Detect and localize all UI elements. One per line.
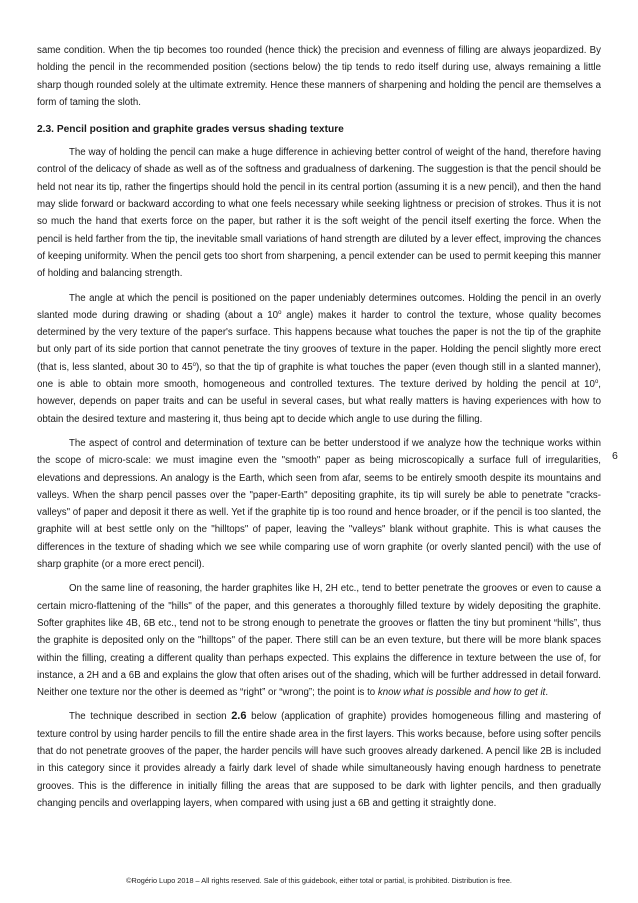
emphasis-text: know what is possible and how to get it (377, 687, 546, 699)
text-segment: ), so that the tip of graphite is what touches the paper (even though still in a slanted manner), one is able to obtain more smooth, homogeneous and controlled textures. The texture derived by holding the pencil at 10 (37, 361, 601, 391)
text-segment: The technique described in section (69, 711, 232, 723)
paragraph-technique (37, 708, 601, 812)
copyright-footer: ©Rogério Lupo 2018 – All rights reserved. Sale of this guidebook, either total or partial, is prohibited. Distribution is free. (126, 876, 512, 885)
text-segment: below (application of graphite) provides homogeneous filling and mastering of texture control by using harder pencils to fill the entire shade area in the first layers. This works because, before using softer pencils that do not penetrate grooves of the paper, the harder pencils will have such grooves already darkened. A pencil like 2B is included in this category since it provides already a fairly dark level of shade while simultaneously having enough hardness to penetrate grooves. This is the difference in initially filling the areas that are supposed to be dark with lighter pencils, and then gradually changing pencils and overlapping layers, when compared with using just a 6B and getting it straightly done. (37, 711, 601, 809)
degree-symbol: o (278, 309, 282, 316)
section-reference-link[interactable]: 2.6 (231, 710, 247, 723)
text-segment: The angle at which the pencil is positioned on the paper undeniably determines outcomes. Holding the pencil in an overly slanted mode during drawing or shading (about a 10 (37, 292, 601, 321)
paragraph-graphite-hardness (37, 580, 601, 701)
paragraph-holding-pencil: The way of holding the pencil can make a huge difference in achieving better control of weight of the hand, therefore having control of the delicacy of shade as well as of the softness and gradualness of darkening. The suggestion is that the pencil should be held not near its tip, rather the fingertips should hold the pencil in its central portion (assuming it is a new pencil), and then the hand may slide forward or backward according to what one feels necessary while seeking lightness or precision of strokes. Thus it is not so much the hand that exerts force on the paper, but rather it is the soft weight of the pencil itself exerting the force. When the pencil is held farther from the tip, the inevitable small variations of hand strength are diluted by a lever effect, improving the chances of keeping uniformity. When the pencil gets too short from sharpening, a pencil extender can be used to permit keeping this manner of holding and balancing strength. (37, 147, 601, 280)
section-heading: 2.3. Pencil position and graphite grades versus shading texture (37, 124, 344, 136)
document-body (37, 42, 601, 812)
paragraph-pencil-angle (37, 290, 601, 428)
text-segment: On the same line of reasoning, the harder graphites like H, 2H etc., tend to better penetrate the grooves or even to cause a certain micro-flattening of the "hills" of the paper, and this generates a thoroughly filled texture by widely depositing the graphite. Softer graphites like 4B, 6B etc., tend not to be strong enough to penetrate the grooves or flatten the tiny but prominent “hills”, thus the graphite is deposited only on the "hilltops" of the paper. There still can be an even texture, but there will be more blank spaces within the filling, creating a different quality than perhaps expected. This explains the difference in texture between the use of, for instance, a 2H and a 6B and explains the glow that often arises out of the shading, which will be further addressed in detail forward. Neither one texture nor the other is deemed as “right” or “wrong”; the point is to (37, 583, 601, 699)
text-segment: angle) makes it harder to control the texture, whose quality becomes determined by the very texture of the paper's surface. This happens because what touches the paper is not the tip of the graphite but only part of its side portion that cannot penetrate the tiny grooves of texture in the paper. Holding the pencil slightly more erect (that is, less slanted, about 30 to 45 (37, 309, 601, 373)
paragraph-continued: same condition. When the tip becomes too rounded (hence thick) the precision and evenness of filling are always jeopardized. By holding the pencil in the recommended position (sections below) the tip tends to redo itself during use, always remaining a little sharp though rounded solely at the ultimate extremity. Hence these manners of sharpening and holding the pencil are themselves a form of taming the sloth. (37, 45, 601, 108)
text-segment: , however, depends on paper traits and can be useful in several cases, but what really matters is having experiences with how to obtain the desired texture and mastering it, thus being apt to decide which angle to use during the filling. (37, 379, 601, 425)
page-number: 6 (612, 450, 618, 462)
degree-symbol: o (594, 378, 599, 385)
text-segment: . (545, 687, 549, 699)
degree-symbol: o (192, 361, 197, 368)
paragraph-micro-scale: The aspect of control and determination of texture can be better understood if we analyze how the technique works within the scope of micro-scale: we must imagine even the "smooth" paper as being microscopically a surface full of irregularities, elevations and depressions. An analogy is the Earth, which seen from afar, seems to be entirely smooth despite its mountains and valleys. When the sharp pencil passes over the "paper-Earth" depositing graphite, its tip will surely be able to penetrate "cracks-valleys" of paper and deposit it there as well. Yet if the graphite tip is too round and hence broader, or if the pencil is too slanted, the graphite will at best settle only on the "hilltops" of paper, leaving the "valleys" blank without graphite. This is what causes the differences in the texture of shading which we see while comparing use of worn graphite (or overly slanted pencil) with the use of sharp graphite (or a more erect pencil). (37, 437, 601, 571)
